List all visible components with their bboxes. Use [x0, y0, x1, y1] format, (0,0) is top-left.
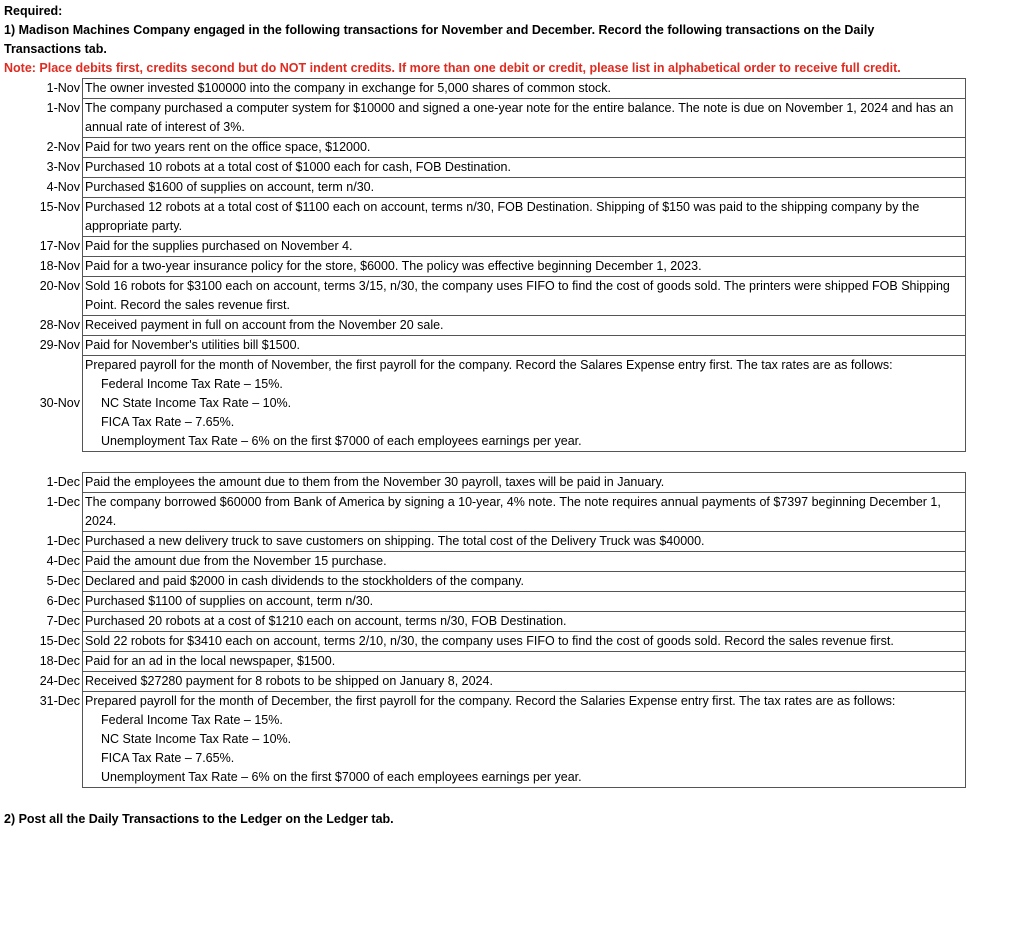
table-row	[4, 493, 966, 532]
row-description: Purchased 12 robots at a total cost of $1100 each on account, terms n/30, FOB Destination. Shipping of $150 was paid to the shipping company by the appropriate party.	[83, 198, 966, 237]
row-date: 7-Dec	[4, 612, 83, 632]
tax-rate-unemployment: Unemployment Tax Rate – 6% on the first $7000 of each employees earnings per year.	[101, 770, 582, 784]
table-row	[4, 158, 966, 178]
row-date: 3-Nov	[4, 158, 83, 178]
required-heading: Required:	[4, 4, 63, 18]
table-row	[4, 632, 966, 652]
row-date: 4-Nov	[4, 178, 83, 198]
tax-rate-state: NC State Income Tax Rate – 10%.	[101, 732, 292, 746]
row-description: Paid for an ad in the local newspaper, $1500.	[83, 652, 966, 672]
tax-rate-state: NC State Income Tax Rate – 10%.	[101, 396, 292, 410]
table-row	[4, 336, 966, 356]
row-date: 1-Nov	[4, 79, 83, 99]
row-description: Paid for the supplies purchased on November 4.	[83, 237, 966, 257]
table-row	[4, 552, 966, 572]
row-description	[83, 692, 966, 788]
row-date: 1-Dec	[4, 473, 83, 493]
tax-rate-fica: FICA Tax Rate – 7.65%.	[101, 751, 235, 765]
row-date: 1-Nov	[4, 99, 83, 138]
table-row	[4, 178, 966, 198]
table-row	[4, 652, 966, 672]
row-date: 20-Nov	[4, 277, 83, 316]
table-row	[4, 316, 966, 336]
part1-instructions: 1) Madison Machines Company engaged in the following transactions for November and December. Record the following transactions on the Daily Transactions tab.	[4, 23, 875, 56]
row-date: 4-Dec	[4, 552, 83, 572]
table-row	[4, 692, 966, 788]
section-gap	[4, 452, 1016, 472]
row-date: 18-Nov	[4, 257, 83, 277]
table-row	[4, 99, 966, 138]
row-description: Paid for two years rent on the office space, $12000.	[83, 138, 966, 158]
tax-rate-fica: FICA Tax Rate – 7.65%.	[101, 415, 235, 429]
row-description: Purchased 10 robots at a total cost of $1000 each for cash, FOB Destination.	[83, 158, 966, 178]
row-date: 18-Dec	[4, 652, 83, 672]
part2-instructions: 2) Post all the Daily Transactions to the Ledger on the Ledger tab.	[4, 812, 394, 826]
table-row	[4, 592, 966, 612]
row-description: Paid for a two-year insurance policy for the store, $6000. The policy was effective beginning December 1, 2023.	[83, 257, 966, 277]
row-description: Paid the employees the amount due to them from the November 30 payroll, taxes will be paid in January.	[83, 473, 966, 493]
row-description: The company purchased a computer system for $10000 and signed a one-year note for the entire balance. The note is due on November 1, 2024 and has an annual rate of interest of 3%.	[83, 99, 966, 138]
payroll-text: Prepared payroll for the month of November, the first payroll for the company. Record the Salares Expense entry first. The tax rates are as follows:	[85, 358, 893, 372]
table-row	[4, 473, 966, 493]
table-row	[4, 138, 966, 158]
note-text: Note: Place debits first, credits second but do NOT indent credits. If more than one debit or credit, please list in alphabetical order to receive full credit.	[4, 61, 901, 75]
row-date: 31-Dec	[4, 692, 83, 788]
tax-rate-federal: Federal Income Tax Rate – 15%.	[101, 377, 283, 391]
row-description: Sold 22 robots for $3410 each on account, terms 2/10, n/30, the company uses FIFO to find the cost of goods sold. Record the sales revenue first.	[83, 632, 966, 652]
table-row	[4, 612, 966, 632]
row-description: Received $27280 payment for 8 robots to be shipped on January 8, 2024.	[83, 672, 966, 692]
row-description: Purchased a new delivery truck to save customers on shipping. The total cost of the Delivery Truck was $40000.	[83, 532, 966, 552]
row-date: 1-Dec	[4, 532, 83, 552]
row-date: 15-Dec	[4, 632, 83, 652]
row-date: 28-Nov	[4, 316, 83, 336]
table-row	[4, 277, 966, 316]
table-row	[4, 198, 966, 237]
row-description: The company borrowed $60000 from Bank of America by signing a 10-year, 4% note. The note requires annual payments of $7397 beginning December 1, 2024.	[83, 493, 966, 532]
payroll-text: Prepared payroll for the month of December, the first payroll for the company. Record the Salaries Expense entry first. The tax rates are as follows:	[85, 694, 896, 708]
december-transactions-table	[4, 472, 966, 788]
table-row	[4, 257, 966, 277]
row-description: Purchased $1100 of supplies on account, term n/30.	[83, 592, 966, 612]
row-date: 30-Nov	[4, 356, 83, 452]
table-row	[4, 532, 966, 552]
tax-rate-unemployment: Unemployment Tax Rate – 6% on the first $7000 of each employees earnings per year.	[101, 434, 582, 448]
document	[4, 2, 1016, 842]
row-date: 6-Dec	[4, 592, 83, 612]
row-description: Purchased $1600 of supplies on account, term n/30.	[83, 178, 966, 198]
row-date: 29-Nov	[4, 336, 83, 356]
row-description	[83, 356, 966, 452]
row-date: 15-Nov	[4, 198, 83, 237]
table-row	[4, 356, 966, 452]
table-row	[4, 237, 966, 257]
row-description: Declared and paid $2000 in cash dividends to the stockholders of the company.	[83, 572, 966, 592]
table-row	[4, 79, 966, 99]
table-row	[4, 572, 966, 592]
row-description: Purchased 20 robots at a cost of $1210 each on account, terms n/30, FOB Destination.	[83, 612, 966, 632]
row-date: 17-Nov	[4, 237, 83, 257]
row-description: Paid the amount due from the November 15 purchase.	[83, 552, 966, 572]
row-date: 1-Dec	[4, 493, 83, 532]
row-description: Sold 16 robots for $3100 each on account, terms 3/15, n/30, the company uses FIFO to find the cost of goods sold. The printers were shipped FOB Shipping Point. Record the sales revenue first.	[83, 277, 966, 316]
row-date: 24-Dec	[4, 672, 83, 692]
row-description: Paid for November's utilities bill $1500.	[83, 336, 966, 356]
row-description: Received payment in full on account from the November 20 sale.	[83, 316, 966, 336]
tax-rate-federal: Federal Income Tax Rate – 15%.	[101, 713, 283, 727]
row-date: 2-Nov	[4, 138, 83, 158]
row-description: The owner invested $100000 into the company in exchange for 5,000 shares of common stock.	[83, 79, 966, 99]
november-transactions-table	[4, 78, 966, 452]
table-row	[4, 672, 966, 692]
row-date: 5-Dec	[4, 572, 83, 592]
